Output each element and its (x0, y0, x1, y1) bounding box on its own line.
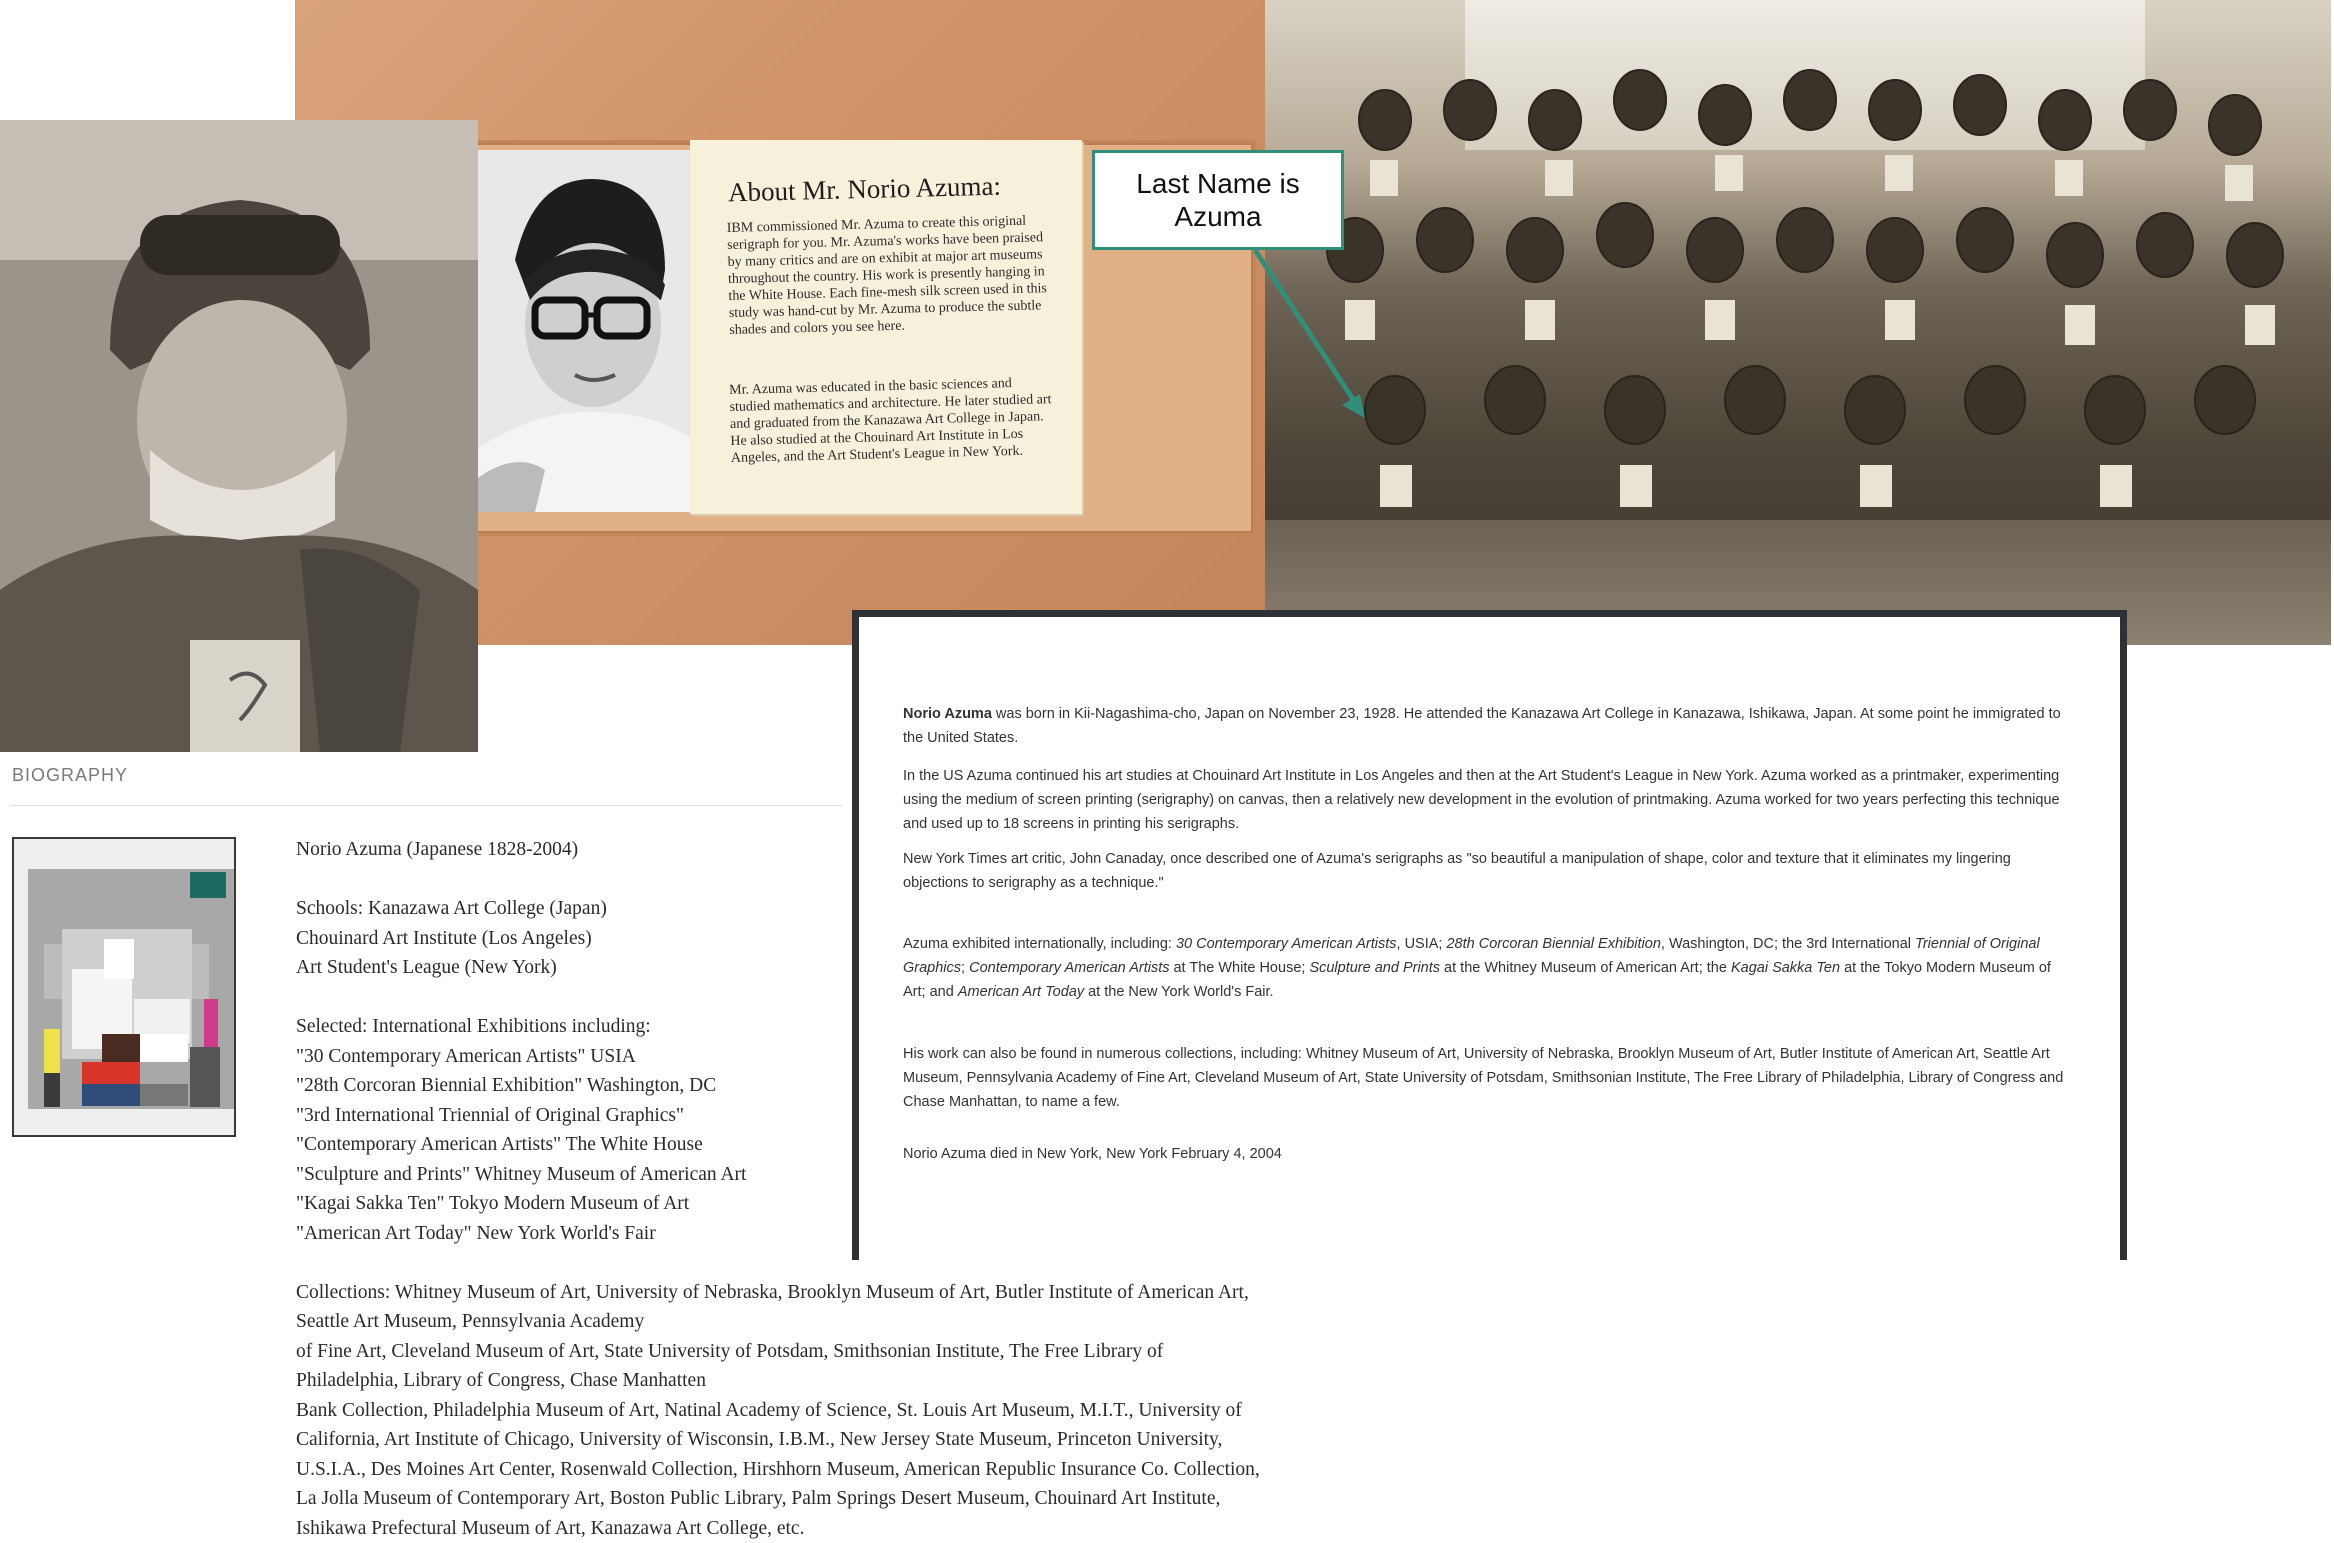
article-text: at the New York World's Fair. (1084, 984, 1273, 1000)
exhibition-title: Triennial of Original Graphics (903, 936, 2040, 976)
artist-portrait-illustration (475, 150, 693, 512)
bio-line: U.S.I.A., Des Moines Art Center, Rosenwald Collection, Hirshhorn Museum, American Republic Insurance Co. Collection, (296, 1455, 1356, 1485)
bio-line: Art Student's League (New York) (296, 953, 1356, 983)
bio-line: "Kagai Sakka Ten" Tokyo Modern Museum of Art (296, 1189, 1356, 1219)
article-text: at the Tokyo Modern Museum of Art; and (903, 960, 2051, 1000)
article-paragraph: New York Times art critic, John Canaday, once described one of Azuma's serigraphs as "so beautiful a manipulation of shape, color and texture that it eliminates my lingering objections to serigraphy as a technique." (903, 847, 2068, 895)
article-paragraph: His work can also be found in numerous collections, including: Whitney Museum of Art, University of Nebraska, Brooklyn Museum of Art, Butler Institute of American Art, Seattle Art Museum, Pennsylvania Academy of Fine Art, Cleveland Museum of Art, State University of Potsdam, Smithsonian Institute, The Free Library of Philadelphia, Library of Congress and Chase Manhattan, to name a few. (903, 1042, 2068, 1114)
bio-line: "American Art Today" New York World's Fair (296, 1219, 1356, 1249)
bio-line: of Fine Art, Cleveland Museum of Art, State University of Potsdam, Smithsonian Institute, The Free Library of (296, 1337, 1356, 1367)
bio-line: Seattle Art Museum, Pennsylvania Academy (296, 1307, 1356, 1337)
bio-line: Norio Azuma (Japanese 1828-2004) (296, 835, 1356, 865)
article-text: ; (961, 960, 969, 976)
article-text: was born in Kii-Nagashima-cho, Japan on November 23, 1928. He attended the Kanazawa Art College in Kanazawa, Ishikawa, Japan. At some point he immigrated to the United States. (903, 706, 2061, 746)
exhibition-title: 28th Corcoran Biennial Exhibition (1446, 936, 1660, 952)
group-figures-illustration (1265, 0, 2331, 645)
exhibition-title: Kagai Sakka Ten (1731, 960, 1840, 976)
ibm-info-card (690, 140, 1082, 514)
card-paragraph: IBM commissioned Mr. Azuma to create this original serigraph for you. Mr. Azuma's works have been praised by many critics and are on exhibit at major art museums throughout the country. His work is presently hanging in the White House. Each fine-mesh silk screen used in this study was hand-cut by Mr. Azuma to produce the subtle shades and colors you see here. (727, 212, 1055, 339)
card-paragraph: Mr. Azuma was educated in the basic sciences and studied mathematics and architecture. He later studied art and graduated from the Kanazawa Art College in Japan. He also studied at the Chouinard Art Institute in Los Angeles, and the Art Student's League in New York. (729, 374, 1056, 467)
bio-line: Collections: Whitney Museum of Art, University of Nebraska, Brooklyn Museum of Art, Butler Institute of American Art, (296, 1278, 1356, 1308)
bio-line: La Jolla Museum of Contemporary Art, Boston Public Library, Palm Springs Desert Museum, Chouinard Art Institute, (296, 1484, 1356, 1514)
article-text: Azuma exhibited internationally, including: (903, 936, 1176, 952)
bio-line: "3rd International Triennial of Original Graphics" (296, 1101, 1356, 1131)
article-text: at The White House; (1169, 960, 1309, 976)
exhibition-title: 30 Contemporary American Artists (1176, 936, 1397, 952)
artist-name: Norio Azuma (903, 706, 992, 722)
artist-portrait-photo (475, 150, 693, 512)
bio-line: Philadelphia, Library of Congress, Chase Manhatten (296, 1366, 1356, 1396)
exhibition-title: Contemporary American Artists (969, 960, 1169, 976)
article-paragraph: In the US Azuma continued his art studies at Chouinard Art Institute in Los Angeles and then at the Art Student's League in New York. Azuma worked as a printmaker, experimenting using the medium of screen printing (serigraphy) on canvas, then a relatively new development in the evolution of printmaking. Azuma worked for two years perfecting this technique and used up to 18 screens in printing his serigraphs. (903, 764, 2068, 836)
abstract-artwork-illustration (14, 839, 234, 1135)
bio-line: Ishikawa Prefectural Museum of Art, Kanazawa Art College, etc. (296, 1514, 1356, 1543)
article-paragraph: Norio Azuma died in New York, New York February 4, 2004 (903, 1142, 2068, 1166)
bio-line: "Sculpture and Prints" Whitney Museum of American Art (296, 1160, 1356, 1190)
bio-line: Selected: International Exhibitions including: (296, 1012, 1356, 1042)
bio-line: California, Art Institute of Chicago, University of Wisconsin, I.B.M., New Jersey State Museum, Princeton University, (296, 1425, 1356, 1455)
article-paragraph (903, 702, 2068, 750)
artwork-thumbnail[interactable] (12, 837, 236, 1137)
bio-line: Chouinard Art Institute (Los Angeles) (296, 924, 1356, 954)
bio-line: "28th Corcoran Biennial Exhibition" Washington, DC (296, 1071, 1356, 1101)
article-screenshot (852, 610, 2127, 1260)
pilots-group-photo (1265, 0, 2331, 645)
exhibition-title: American Art Today (958, 984, 1084, 1000)
biography-section-label: BIOGRAPHY (12, 765, 128, 786)
bio-line: Schools: Kanazawa Art College (Japan) (296, 894, 1356, 924)
exhibition-title: Sculpture and Prints (1309, 960, 1440, 976)
name-callout: Last Name is Azuma (1092, 150, 1344, 250)
article-text: at the Whitney Museum of American Art; the (1440, 960, 1731, 976)
article-text: , Washington, DC; the 3rd International (1661, 936, 1915, 952)
article-text: , USIA; (1397, 936, 1447, 952)
zoomed-pilot-photo (0, 120, 478, 752)
pilot-illustration (0, 120, 478, 752)
bio-line: Bank Collection, Philadelphia Museum of Art, Natinal Academy of Science, St. Louis Art Museum, M.I.T., University of (296, 1396, 1356, 1426)
article-paragraph (903, 932, 2068, 1004)
divider (10, 805, 842, 806)
card-title: About Mr. Norio Azuma: (728, 171, 1002, 209)
bio-line: "Contemporary American Artists" The White House (296, 1130, 1356, 1160)
bio-line: "30 Contemporary American Artists" USIA (296, 1042, 1356, 1072)
